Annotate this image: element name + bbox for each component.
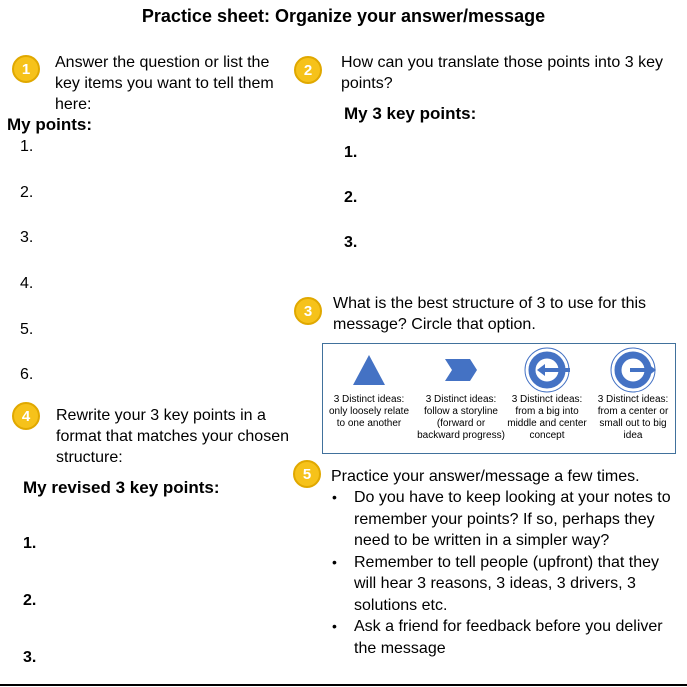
step-1-prompt: Answer the question or list the key items you want to tell them here: xyxy=(55,54,274,113)
page-title: Practice sheet: Organize your answer/message xyxy=(141,6,546,26)
point-3: 3. xyxy=(20,229,34,246)
structure-option-4[interactable] xyxy=(589,344,677,442)
point-1: 1. xyxy=(20,138,34,155)
revised-point-1: 1. xyxy=(23,535,37,552)
step-5-bullets xyxy=(330,487,682,659)
step-4-prompt: Rewrite your 3 key points in a format that matches your chosen structure: xyxy=(56,407,289,466)
key-point-3: 3. xyxy=(344,234,358,251)
point-4: 4. xyxy=(20,275,34,292)
point-6: 6. xyxy=(20,366,34,383)
bullet-1: • Do you have to keep looking at your notes to remember your points? If so, perhaps they need to be written in a simpler way? xyxy=(330,487,682,552)
my-3-key-points-label: My 3 key points: xyxy=(344,104,477,123)
step-2-prompt: How can you translate those points into 3 key points? xyxy=(341,54,663,92)
bottom-divider xyxy=(0,684,687,686)
structure-option-3-text: 3 Distinct ideas: from a big into middle and center concept xyxy=(507,394,587,441)
structure-option-2-text: 3 Distinct ideas: follow a storyline (forward or backward progress) xyxy=(417,394,505,441)
step-2-badge: 2 xyxy=(294,56,322,84)
structure-option-1-text: 3 Distinct ideas: only loosely relate to one another xyxy=(328,394,410,429)
target-inward-icon xyxy=(524,347,570,393)
bullet-3: • Ask a friend for feedback before you deliver the message xyxy=(330,616,682,659)
step-4-badge: 4 xyxy=(12,402,40,430)
step-1-badge: 1 xyxy=(12,55,40,83)
revised-point-3: 3. xyxy=(23,649,37,666)
key-point-2: 2. xyxy=(344,189,358,206)
bullet-2: • Remember to tell people (upfront) that they will hear 3 reasons, 3 ideas, 3 drivers, 3 solutions etc. xyxy=(330,552,682,617)
target-outward-icon xyxy=(610,347,656,393)
my-revised-3-key-points-label: My revised 3 key points: xyxy=(23,478,220,497)
point-5: 5. xyxy=(20,321,34,338)
step-3-prompt: What is the best structure of 3 to use for this message? Circle that option. xyxy=(333,295,647,333)
structure-options-box xyxy=(322,343,676,454)
structure-option-1[interactable] xyxy=(325,344,413,430)
step-3-badge: 3 xyxy=(294,297,322,325)
chevrons-icon xyxy=(445,359,477,381)
step-5-badge: 5 xyxy=(293,460,321,488)
triangle-icon xyxy=(352,354,386,386)
point-2: 2. xyxy=(20,184,34,201)
key-point-1: 1. xyxy=(344,144,358,161)
structure-option-2[interactable] xyxy=(417,344,505,442)
structure-option-3[interactable] xyxy=(503,344,591,442)
revised-point-2: 2. xyxy=(23,592,37,609)
step-5-prompt: Practice your answer/message a few times. xyxy=(331,468,640,485)
my-points-label: My points: xyxy=(7,115,92,134)
structure-option-4-text: 3 Distinct ideas: from a center or small out to big idea xyxy=(597,394,669,441)
